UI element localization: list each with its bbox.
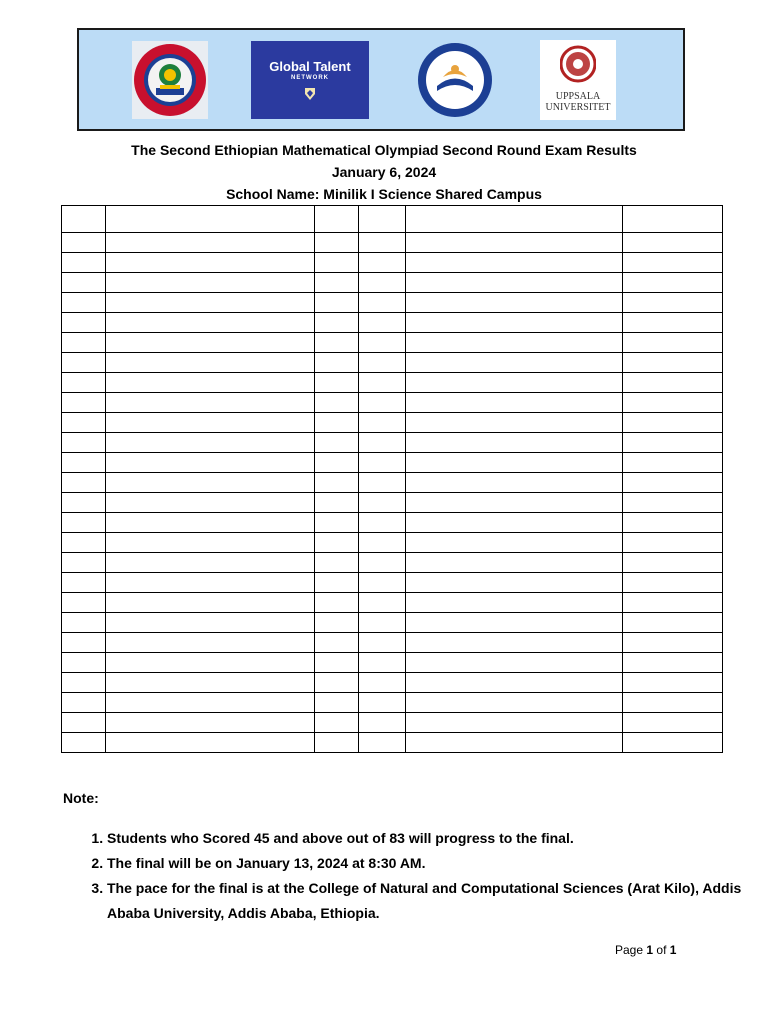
table-cell xyxy=(106,413,315,433)
table-row xyxy=(62,593,723,613)
table-row xyxy=(62,473,723,493)
page-word: Page xyxy=(615,943,644,957)
table-row xyxy=(62,733,723,753)
exam-date: January 6, 2024 xyxy=(331,164,437,180)
table-cell xyxy=(106,333,315,353)
page-of: of xyxy=(656,943,667,957)
table-cell xyxy=(359,373,406,393)
table-cell xyxy=(62,473,106,493)
logo-banner xyxy=(77,28,685,131)
table-row xyxy=(62,333,723,353)
table-cell xyxy=(62,433,106,453)
table-row xyxy=(62,713,723,733)
table-cell xyxy=(359,233,406,253)
table-cell xyxy=(106,206,315,233)
table-cell xyxy=(62,653,106,673)
table-cell xyxy=(406,593,623,613)
table-cell xyxy=(315,573,359,593)
table-cell xyxy=(315,453,359,473)
table-cell xyxy=(359,513,406,533)
table-cell xyxy=(315,313,359,333)
table-cell xyxy=(62,693,106,713)
table-cell xyxy=(406,433,623,453)
table-cell xyxy=(106,273,315,293)
table-cell xyxy=(62,313,106,333)
table-cell xyxy=(62,593,106,613)
table-cell xyxy=(62,713,106,733)
table-cell xyxy=(315,206,359,233)
table-cell xyxy=(359,693,406,713)
table-cell xyxy=(359,333,406,353)
table-cell xyxy=(623,233,723,253)
table-cell xyxy=(315,513,359,533)
table-cell xyxy=(106,433,315,453)
table-cell xyxy=(359,673,406,693)
table-cell xyxy=(359,573,406,593)
table-cell xyxy=(623,253,723,273)
table-cell xyxy=(406,493,623,513)
notes-list xyxy=(73,826,747,926)
table-cell xyxy=(106,313,315,333)
table-cell xyxy=(406,513,623,533)
table-cell xyxy=(315,273,359,293)
table-cell xyxy=(623,413,723,433)
table-cell xyxy=(106,653,315,673)
table-cell xyxy=(359,433,406,453)
table-cell xyxy=(623,733,723,753)
table-cell xyxy=(62,393,106,413)
table-cell xyxy=(406,206,623,233)
table-cell xyxy=(106,533,315,553)
table-row xyxy=(62,413,723,433)
table-cell xyxy=(406,573,623,593)
table-cell xyxy=(359,473,406,493)
table-cell xyxy=(406,693,623,713)
table-cell xyxy=(623,613,723,633)
table-cell xyxy=(106,593,315,613)
table-cell xyxy=(359,613,406,633)
table-cell xyxy=(359,533,406,553)
table-cell xyxy=(623,633,723,653)
table-row xyxy=(62,353,723,373)
table-row xyxy=(62,293,723,313)
table-cell xyxy=(406,233,623,253)
table-cell xyxy=(106,693,315,713)
table-cell xyxy=(62,673,106,693)
table-cell xyxy=(406,613,623,633)
uppsala-line-1: UPPSALA xyxy=(555,91,601,102)
table-cell xyxy=(62,453,106,473)
table-cell xyxy=(315,553,359,573)
table-cell xyxy=(315,433,359,453)
table-cell xyxy=(106,353,315,373)
table-cell xyxy=(406,473,623,493)
table-cell xyxy=(62,533,106,553)
table-cell xyxy=(623,333,723,353)
table-cell xyxy=(106,713,315,733)
table-cell xyxy=(623,273,723,293)
table-cell xyxy=(359,293,406,313)
table-row xyxy=(62,553,723,573)
table-cell xyxy=(359,713,406,733)
school-name: School Name: Minilik I Science Shared Campus xyxy=(226,186,542,202)
table-row xyxy=(62,613,723,633)
table-cell xyxy=(315,653,359,673)
table-row xyxy=(62,253,723,273)
table-cell xyxy=(315,633,359,653)
uppsala-universitet-logo xyxy=(540,40,616,120)
page-current: 1 xyxy=(646,943,654,957)
table-cell xyxy=(315,413,359,433)
table-cell xyxy=(62,733,106,753)
table-cell xyxy=(623,433,723,453)
table-cell xyxy=(62,353,106,373)
table-cell xyxy=(62,573,106,593)
table-row xyxy=(62,693,723,713)
table-cell xyxy=(623,473,723,493)
table-cell xyxy=(623,693,723,713)
table-cell xyxy=(406,313,623,333)
table-cell xyxy=(106,393,315,413)
table-row xyxy=(62,653,723,673)
table-cell xyxy=(406,353,623,373)
table-cell xyxy=(359,393,406,413)
table-cell xyxy=(623,513,723,533)
table-cell xyxy=(315,393,359,413)
table-cell xyxy=(315,733,359,753)
table-cell xyxy=(359,413,406,433)
table-cell xyxy=(359,206,406,233)
table-cell xyxy=(359,553,406,573)
uppsala-wordmark xyxy=(540,91,616,113)
table-cell xyxy=(62,373,106,393)
addis-ababa-university-logo xyxy=(132,41,208,119)
table-cell xyxy=(406,653,623,673)
table-row xyxy=(62,673,723,693)
table-cell xyxy=(106,513,315,533)
note-item: 3. The pace for the final is at the College of Natural and Computational Sciences (Arat Kilo), Addis Ababa University, Addis Ababa, Ethiopia. xyxy=(107,876,747,926)
table-cell xyxy=(406,393,623,413)
table-cell xyxy=(62,233,106,253)
table-cell xyxy=(62,206,106,233)
table-cell xyxy=(106,673,315,693)
table-cell xyxy=(315,473,359,493)
table-cell xyxy=(623,653,723,673)
table-cell xyxy=(62,633,106,653)
table-row xyxy=(62,206,723,233)
table-cell xyxy=(106,633,315,653)
table-cell xyxy=(62,493,106,513)
table-cell xyxy=(62,253,106,273)
table-cell xyxy=(315,333,359,353)
table-cell xyxy=(359,733,406,753)
table-cell xyxy=(623,553,723,573)
uppsala-line-2: UNIVERSITET xyxy=(545,102,611,113)
table-row xyxy=(62,273,723,293)
table-cell xyxy=(106,493,315,513)
table-cell xyxy=(406,293,623,313)
table-cell xyxy=(62,293,106,313)
table-cell xyxy=(62,553,106,573)
results-table xyxy=(61,205,723,753)
table-cell xyxy=(359,453,406,473)
table-cell xyxy=(106,553,315,573)
table-cell xyxy=(623,713,723,733)
table-cell xyxy=(62,513,106,533)
table-cell xyxy=(406,333,623,353)
table-cell xyxy=(62,273,106,293)
page-number xyxy=(615,943,676,957)
table-cell xyxy=(359,273,406,293)
table-cell xyxy=(359,633,406,653)
table-cell xyxy=(359,253,406,273)
table-cell xyxy=(106,253,315,273)
table-cell xyxy=(359,493,406,513)
table-cell xyxy=(62,333,106,353)
table-cell xyxy=(406,553,623,573)
table-row xyxy=(62,393,723,413)
table-cell xyxy=(406,413,623,433)
table-row xyxy=(62,373,723,393)
table-row xyxy=(62,513,723,533)
page-total: 1 xyxy=(669,943,677,957)
table-cell xyxy=(315,253,359,273)
gtn-subtitle: NETWORK xyxy=(291,75,329,81)
table-cell xyxy=(406,633,623,653)
table-row xyxy=(62,433,723,453)
table-cell xyxy=(623,533,723,553)
table-cell xyxy=(315,373,359,393)
table-cell xyxy=(623,353,723,373)
table-cell xyxy=(106,573,315,593)
table-cell xyxy=(106,293,315,313)
table-row xyxy=(62,633,723,653)
table-cell xyxy=(623,393,723,413)
table-cell xyxy=(623,593,723,613)
table-cell xyxy=(359,653,406,673)
ministry-of-education-logo xyxy=(417,41,493,119)
table-row xyxy=(62,453,723,473)
table-cell xyxy=(315,533,359,553)
table-cell xyxy=(623,673,723,693)
table-cell xyxy=(315,293,359,313)
table-row xyxy=(62,233,723,253)
table-cell xyxy=(315,593,359,613)
global-talent-network-logo xyxy=(251,41,369,119)
note-label: Note: xyxy=(63,790,99,806)
table-cell xyxy=(315,673,359,693)
table-cell xyxy=(623,293,723,313)
table-row xyxy=(62,533,723,553)
table-cell xyxy=(406,673,623,693)
table-cell xyxy=(315,353,359,373)
table-cell xyxy=(359,593,406,613)
table-cell xyxy=(623,206,723,233)
table-cell xyxy=(406,373,623,393)
table-cell xyxy=(359,353,406,373)
table-cell xyxy=(406,733,623,753)
table-cell xyxy=(406,273,623,293)
note-item: 1. Students who Scored 45 and above out of 83 will progress to the final. xyxy=(107,826,747,851)
table-cell xyxy=(623,373,723,393)
table-cell xyxy=(406,453,623,473)
table-cell xyxy=(106,733,315,753)
table-cell xyxy=(623,313,723,333)
table-cell xyxy=(406,713,623,733)
table-cell xyxy=(315,493,359,513)
table-cell xyxy=(315,713,359,733)
table-cell xyxy=(406,533,623,553)
gtn-title: Global Talent xyxy=(269,59,351,74)
note-item: 2. The final will be on January 13, 2024 at 8:30 AM. xyxy=(107,851,747,876)
table-row xyxy=(62,573,723,593)
table-cell xyxy=(106,613,315,633)
table-cell xyxy=(623,573,723,593)
table-cell xyxy=(406,253,623,273)
table-row xyxy=(62,313,723,333)
table-cell xyxy=(106,373,315,393)
table-cell xyxy=(315,233,359,253)
table-cell xyxy=(106,473,315,493)
table-cell xyxy=(623,493,723,513)
document-title: The Second Ethiopian Mathematical Olympiad Second Round Exam Results xyxy=(131,142,637,158)
table-cell xyxy=(62,413,106,433)
table-cell xyxy=(315,613,359,633)
table-cell xyxy=(62,613,106,633)
table-cell xyxy=(623,453,723,473)
table-cell xyxy=(106,233,315,253)
table-cell xyxy=(315,693,359,713)
table-cell xyxy=(359,313,406,333)
table-cell xyxy=(106,453,315,473)
table-row xyxy=(62,493,723,513)
